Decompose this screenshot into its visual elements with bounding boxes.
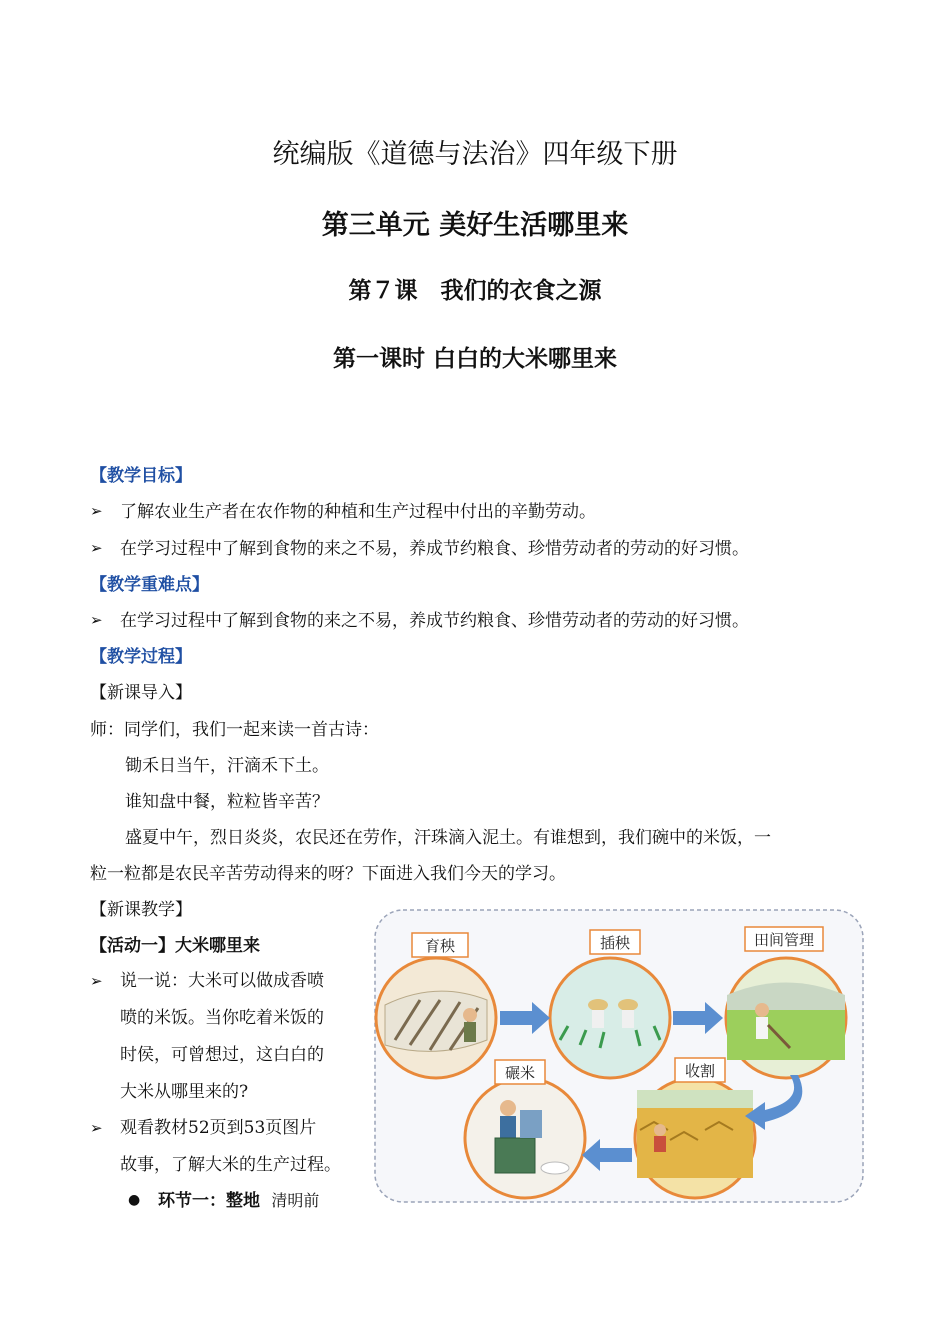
label-transplant-text: 插秧	[599, 934, 631, 952]
period-title: 第一课时 白白的大米哪里来	[332, 345, 617, 372]
objectives-heading: 【教学目标】	[90, 466, 192, 486]
activity-item2-line2: 故事，了解大米的生产过程。	[120, 1155, 341, 1175]
lesson-title: 第７课 我们的衣食之源	[348, 277, 602, 304]
label-milling-text: 碾米	[504, 1064, 536, 1082]
activity-item1-line2: 喷的米饭。当你吃着米饭的	[120, 1008, 324, 1028]
label-harvest	[675, 1058, 725, 1082]
label-milling	[495, 1060, 545, 1084]
poem-line-1: 锄禾日当午，汗滴禾下土。	[125, 756, 329, 776]
objective-item-2: 在学习过程中了解到食物的来之不易，养成节约粮食、珍惜劳动者的劳动的好习惯。	[120, 539, 749, 559]
step-label: 环节一：整地	[158, 1191, 260, 1211]
poem-line-2: 谁知盘中餐，粒粒皆辛苦？	[125, 792, 329, 812]
stage-seedling-illustration	[376, 958, 496, 1078]
label-field-management-text: 田间管理	[753, 931, 815, 949]
new-lesson-heading: 【新课教学】	[90, 900, 192, 920]
book-title: 统编版《道德与法治》四年级下册	[272, 139, 678, 170]
activity-item1-line1: 说一说：大米可以做成香喷	[120, 971, 324, 991]
bullet-arrow-icon: ➢	[90, 1119, 103, 1137]
label-field-management	[745, 927, 823, 951]
activity-bracket: 【活动一】	[90, 936, 175, 956]
paragraph-line-1: 盛夏中午，烈日炎炎，农民还在劳作，汗珠滴入泥土。有谁想到，我们碗中的米饭，一	[125, 828, 771, 848]
bullet-arrow-icon: ➢	[90, 611, 103, 629]
stage-transplant-illustration	[550, 958, 670, 1078]
step-time: 清明前	[271, 1191, 320, 1210]
bullet-arrow-icon: ➢	[90, 972, 103, 990]
bullet-dot-icon: ●	[128, 1192, 141, 1208]
paragraph-line-2: 粒一粒都是农民辛苦劳动得来的呀？下面进入我们今天的学习。	[90, 864, 566, 884]
process-heading: 【教学过程】	[90, 647, 192, 667]
keypoint-item-1: 在学习过程中了解到食物的来之不易，养成节约粮食、珍惜劳动者的劳动的好习惯。	[120, 611, 749, 631]
bullet-arrow-icon: ➢	[90, 502, 103, 520]
label-seedling	[412, 933, 468, 957]
activity-title: 大米哪里来	[175, 936, 260, 956]
activity-item1-line3: 时侯，可曾想过，这白白的	[120, 1045, 324, 1065]
activity-item2-line1: 观看教材52页到53页图片	[120, 1118, 317, 1138]
label-transplant	[590, 930, 640, 954]
bullet-arrow-icon: ➢	[90, 539, 103, 557]
label-seedling-text: 育秧	[424, 937, 456, 955]
activity-item1-line4: 大米从哪里来的?	[120, 1082, 249, 1102]
label-harvest-text: 收割	[684, 1062, 716, 1080]
intro-heading: 【新课导入】	[90, 683, 192, 703]
keypoints-heading: 【教学重难点】	[90, 575, 209, 595]
stage-milling-illustration	[465, 1078, 585, 1198]
stage-field-management-illustration	[726, 958, 846, 1078]
stage-harvest-illustration	[635, 1078, 755, 1198]
objective-item-1: 了解农业生产者在农作物的种植和生产过程中付出的辛勤劳动。	[120, 502, 596, 522]
unit-title: 第三单元 美好生活哪里来	[321, 210, 629, 241]
teacher-line: 师：同学们，我们一起来读一首古诗：	[90, 720, 379, 740]
